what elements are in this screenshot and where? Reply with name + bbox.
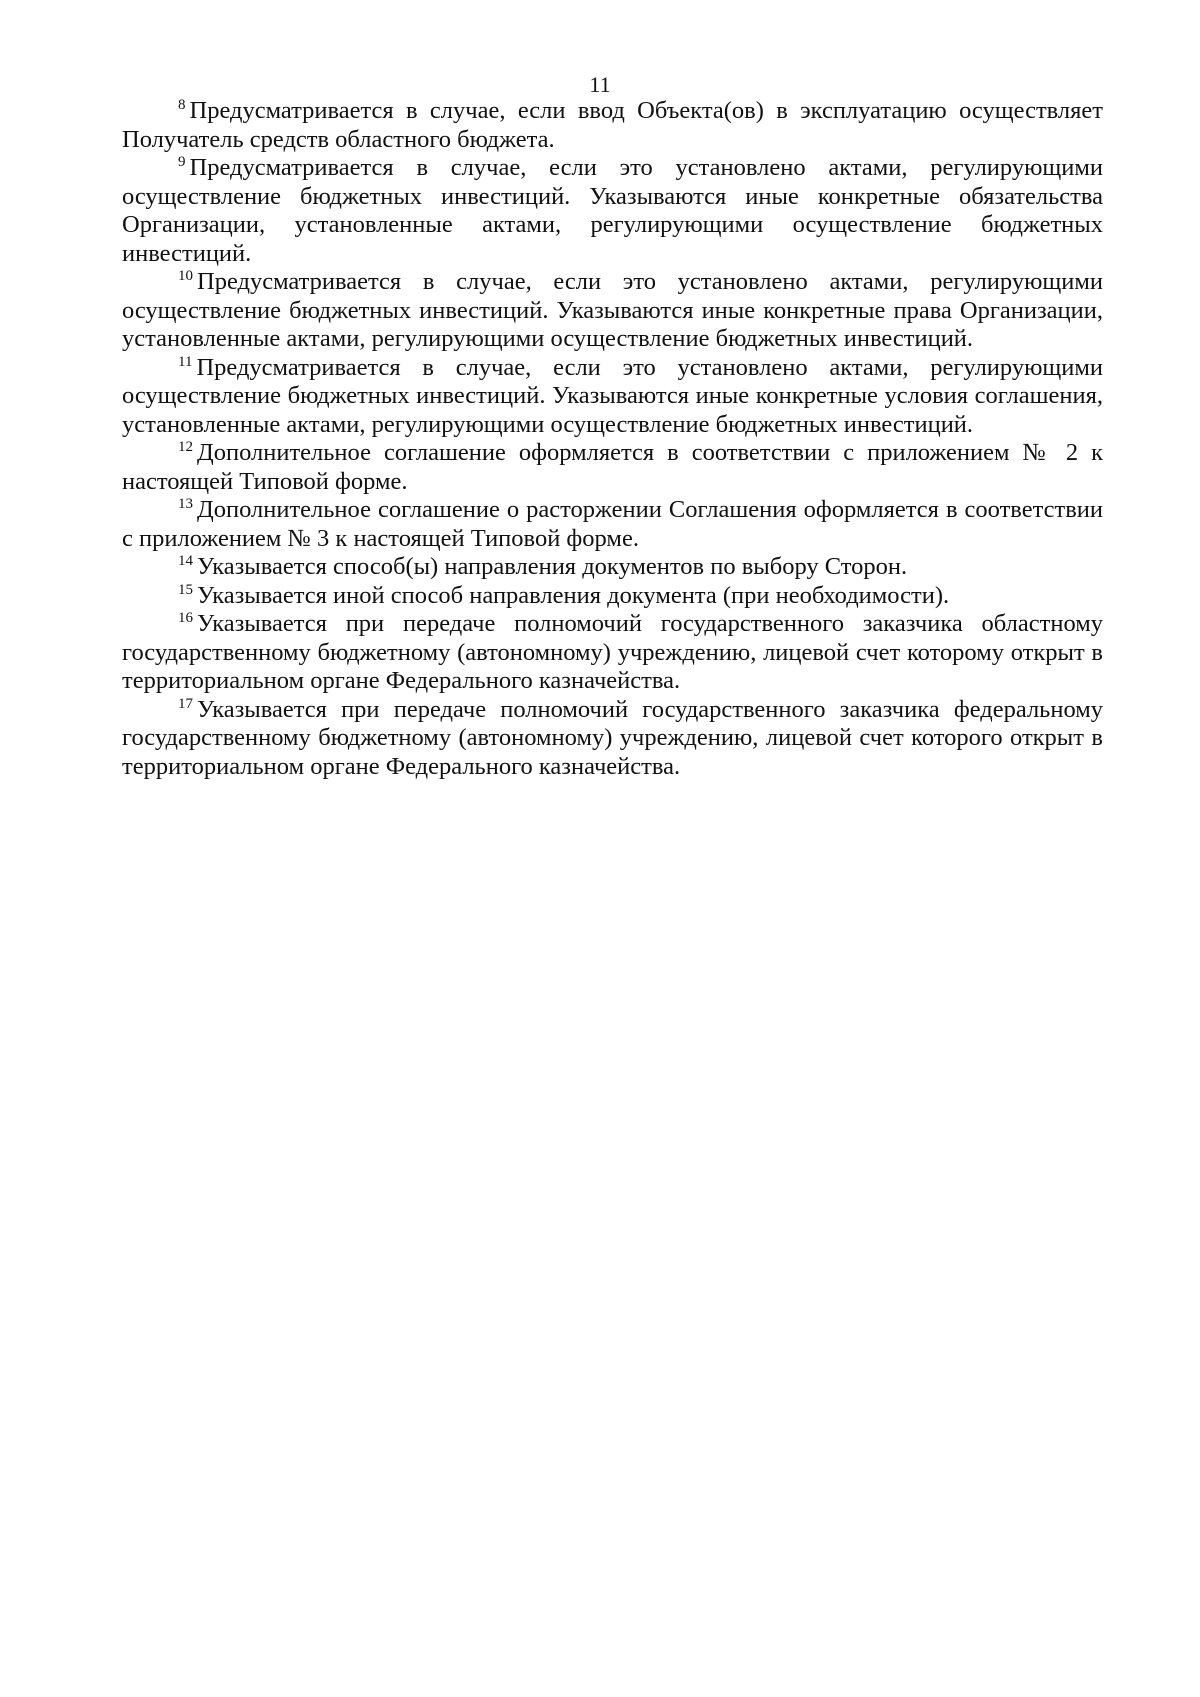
footnote-text: Дополнительное соглашение о расторжении Соглашения оформляется в соответствии с приложением № 3 к настоящей Типовой форме. [122, 496, 1103, 552]
footnote-text: Указывается при передаче полномочий государственного заказчика областному государственному бюджетному (автономному) учреждению, лицевой счет которому открыт в территориальном органе Федерального казначейства. [122, 610, 1103, 694]
footnote-15 [122, 582, 1103, 611]
footnote-11 [122, 354, 1103, 440]
footnote-10 [122, 268, 1103, 354]
footnote-mark: 13 [178, 496, 193, 512]
footnotes-list [122, 97, 1103, 781]
footnote-14 [122, 553, 1103, 582]
footnote-text: Дополнительное соглашение оформляется в соответствии с приложением № 2 к настоящей Типовой форме. [122, 439, 1103, 495]
footnote-mark: 15 [178, 581, 193, 598]
footnote-12 [122, 439, 1103, 496]
footnote-text: Предусматривается в случае, если это установлено актами, регулирующими осуществление бюджетных инвестиций. Указываются иные конкретные обязательства Организации, установленные актами, регулирующими осуществление бюджетных инвестиций. [122, 154, 1103, 267]
footnote-text: Предусматривается в случае, если ввод Объекта(ов) в эксплуатацию осуществляет Получатель средств областного бюджета. [122, 97, 1103, 153]
page-number: 11 [589, 72, 611, 97]
footnote-mark: 11 [178, 353, 193, 370]
footnote-16 [122, 610, 1103, 696]
footnote-mark: 9 [178, 154, 186, 170]
footnote-text: Предусматривается в случае, если это установлено актами, регулирующими осуществление бюджетных инвестиций. Указываются иные конкретные условия соглашения, установленные актами, регулирующими осуществление бюджетных инвестиций. [122, 353, 1103, 438]
footnote-text: Указывается при передаче полномочий государственного заказчика федеральному государственному бюджетному (автономному) учреждению, лицевой счет которого открыт в территориальном органе Федерального казначейства. [122, 695, 1103, 780]
footnote-mark: 17 [178, 695, 193, 712]
footnote-8 [122, 97, 1103, 154]
footnote-9 [122, 154, 1103, 268]
footnote-text: Предусматривается в случае, если это установлено актами, регулирующими осуществление бюджетных инвестиций. Указываются иные конкретные права Организации, установленные актами, регулирующими осуществление бюджетных инвестиций. [122, 268, 1103, 352]
footnote-mark: 8 [178, 97, 186, 113]
footnote-mark: 10 [178, 268, 193, 284]
footnote-mark: 14 [178, 553, 193, 569]
footnote-13 [122, 496, 1103, 553]
footnote-17 [122, 696, 1103, 782]
footnote-text: Указывается способ(ы) направления документов по выбору Сторон. [197, 553, 908, 580]
footnote-text: Указывается иной способ направления документа (при необходимости). [197, 581, 950, 609]
footnote-mark: 16 [178, 610, 193, 626]
footnote-mark: 12 [178, 439, 193, 455]
